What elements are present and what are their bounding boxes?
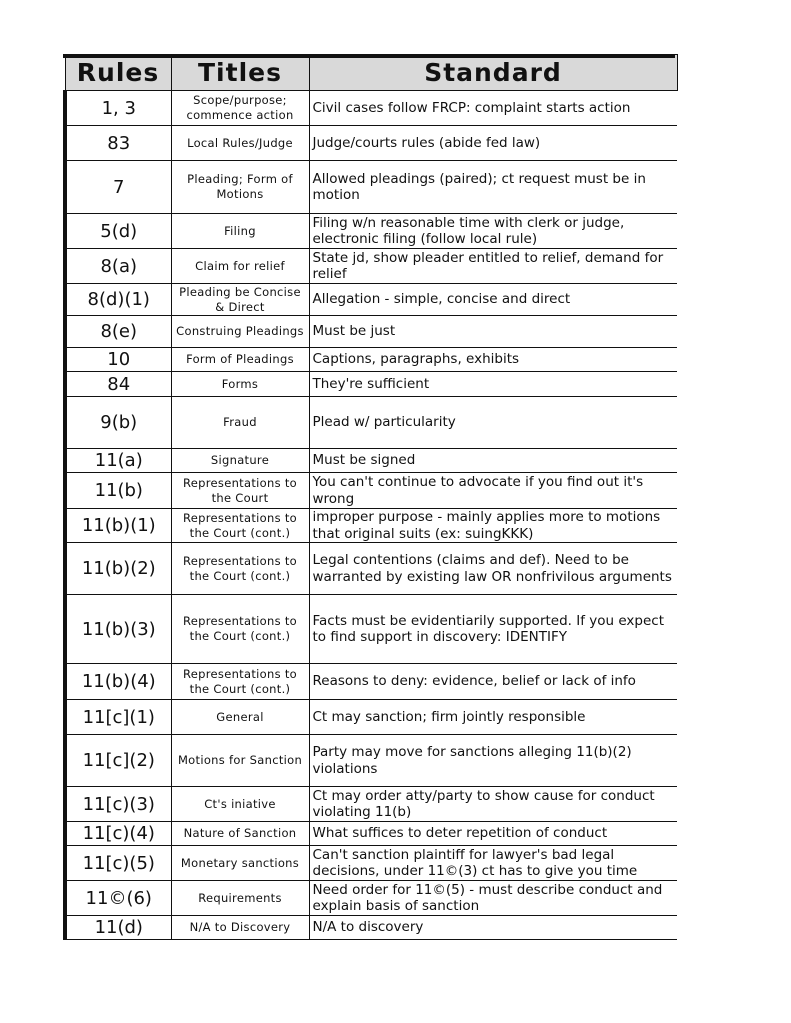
standard-cell: State jd, show pleader entitled to relief, demand for relief [309, 249, 677, 284]
table-row [65, 372, 677, 397]
standard-cell: Ct may sanction; firm jointly responsible [309, 700, 677, 735]
standard-cell: Ct may order atty/party to show cause for conduct violating 11(b) [309, 787, 677, 822]
rule-cell: 8(d)(1) [65, 284, 171, 316]
title-cell: Nature of Sanction [171, 822, 309, 846]
standard-cell: They're sufficient [309, 372, 677, 397]
rule-cell: 8(e) [65, 316, 171, 348]
rule-cell: 83 [65, 126, 171, 161]
rule-cell: 11[c](2) [65, 735, 171, 787]
rule-cell: 5(d) [65, 214, 171, 249]
header-standard: Standard [309, 55, 677, 91]
rule-cell: 11[c)(3) [65, 787, 171, 822]
rule-cell: 11[c](1) [65, 700, 171, 735]
standard-cell: You can't continue to advocate if you find out it's wrong [309, 473, 677, 509]
title-cell: Motions for Sanction [171, 735, 309, 787]
table-row [65, 787, 677, 822]
title-cell: Pleading be Concise & Direct [171, 284, 309, 316]
rule-cell: 11(b) [65, 473, 171, 509]
table-row [65, 397, 677, 449]
rule-cell: 11(d) [65, 916, 171, 940]
title-cell: Local Rules/Judge [171, 126, 309, 161]
table-row [65, 91, 677, 126]
rule-cell: 8(a) [65, 249, 171, 284]
rule-cell: 1, 3 [65, 91, 171, 126]
table-row [65, 126, 677, 161]
standard-cell: Plead w/ particularity [309, 397, 677, 449]
title-cell: Signature [171, 449, 309, 473]
table-row [65, 449, 677, 473]
standard-cell: Must be signed [309, 449, 677, 473]
table-row [65, 316, 677, 348]
title-cell: Requirements [171, 881, 309, 916]
table-row [65, 284, 677, 316]
standard-cell: Filing w/n reasonable time with clerk or judge, electronic filing (follow local rule) [309, 214, 677, 249]
title-cell: Ct's iniative [171, 787, 309, 822]
table-row [65, 881, 677, 916]
title-cell: Pleading; Form of Motions [171, 161, 309, 214]
rule-cell: 11(b)(1) [65, 509, 171, 543]
table-row [65, 595, 677, 664]
title-cell: Filing [171, 214, 309, 249]
rule-cell: 11(b)(2) [65, 543, 171, 595]
standard-cell: Allowed pleadings (paired); ct request must be in motion [309, 161, 677, 214]
table-row [65, 846, 677, 881]
rule-cell: 10 [65, 348, 171, 372]
standard-cell: Can't sanction plaintiff for lawyer's bad legal decisions, under 11©(3) ct has to give you time [309, 846, 677, 881]
top-border [63, 54, 675, 58]
title-cell: Forms [171, 372, 309, 397]
header-rules: Rules [65, 55, 171, 91]
standard-cell: Facts must be evidentiarily supported. If you expect to find support in discovery: IDENTIFY [309, 595, 677, 664]
table-row [65, 735, 677, 787]
title-cell: General [171, 700, 309, 735]
standard-cell: Must be just [309, 316, 677, 348]
table-row [65, 509, 677, 543]
rule-cell: 11©(6) [65, 881, 171, 916]
table-row [65, 214, 677, 249]
rule-cell: 11(b)(3) [65, 595, 171, 664]
rule-cell: 11(b)(4) [65, 664, 171, 700]
rules-table [63, 54, 678, 940]
standard-cell: Legal contentions (claims and def). Need to be warranted by existing law OR nonfrivilous arguments [309, 543, 677, 595]
standard-cell: Captions, paragraphs, exhibits [309, 348, 677, 372]
rule-cell: 11[c)(5) [65, 846, 171, 881]
title-cell: Monetary sanctions [171, 846, 309, 881]
standard-cell: improper purpose - mainly applies more to motions that original suits (ex: suingKKK) [309, 509, 677, 543]
rule-cell: 84 [65, 372, 171, 397]
standard-cell: Allegation - simple, concise and direct [309, 284, 677, 316]
title-cell: Representations to the Court (cont.) [171, 543, 309, 595]
header-row [65, 55, 677, 91]
rule-cell: 11[c)(4) [65, 822, 171, 846]
table-row [65, 664, 677, 700]
table-row [65, 473, 677, 509]
title-cell: Fraud [171, 397, 309, 449]
table-row [65, 161, 677, 214]
standard-cell: What suffices to deter repetition of conduct [309, 822, 677, 846]
rule-cell: 9(b) [65, 397, 171, 449]
title-cell: Representations to the Court [171, 473, 309, 509]
title-cell: N/A to Discovery [171, 916, 309, 940]
title-cell: Construing Pleadings [171, 316, 309, 348]
standard-cell: Judge/courts rules (abide fed law) [309, 126, 677, 161]
table-row [65, 700, 677, 735]
standard-cell: N/A to discovery [309, 916, 677, 940]
table-row [65, 916, 677, 940]
standard-cell: Need order for 11©(5) - must describe conduct and explain basis of sanction [309, 881, 677, 916]
title-cell: Representations to the Court (cont.) [171, 595, 309, 664]
title-cell: Claim for relief [171, 249, 309, 284]
rule-cell: 11(a) [65, 449, 171, 473]
standard-cell: Civil cases follow FRCP: complaint starts action [309, 91, 677, 126]
rule-cell: 7 [65, 161, 171, 214]
table-row [65, 822, 677, 846]
title-cell: Form of Pleadings [171, 348, 309, 372]
standard-cell: Reasons to deny: evidence, belief or lack of info [309, 664, 677, 700]
title-cell: Representations to the Court (cont.) [171, 509, 309, 543]
table-row [65, 543, 677, 595]
header-titles: Titles [171, 55, 309, 91]
title-cell: Scope/purpose; commence action [171, 91, 309, 126]
standard-cell: Party may move for sanctions alleging 11(b)(2) violations [309, 735, 677, 787]
table-row [65, 348, 677, 372]
title-cell: Representations to the Court (cont.) [171, 664, 309, 700]
table-row [65, 249, 677, 284]
